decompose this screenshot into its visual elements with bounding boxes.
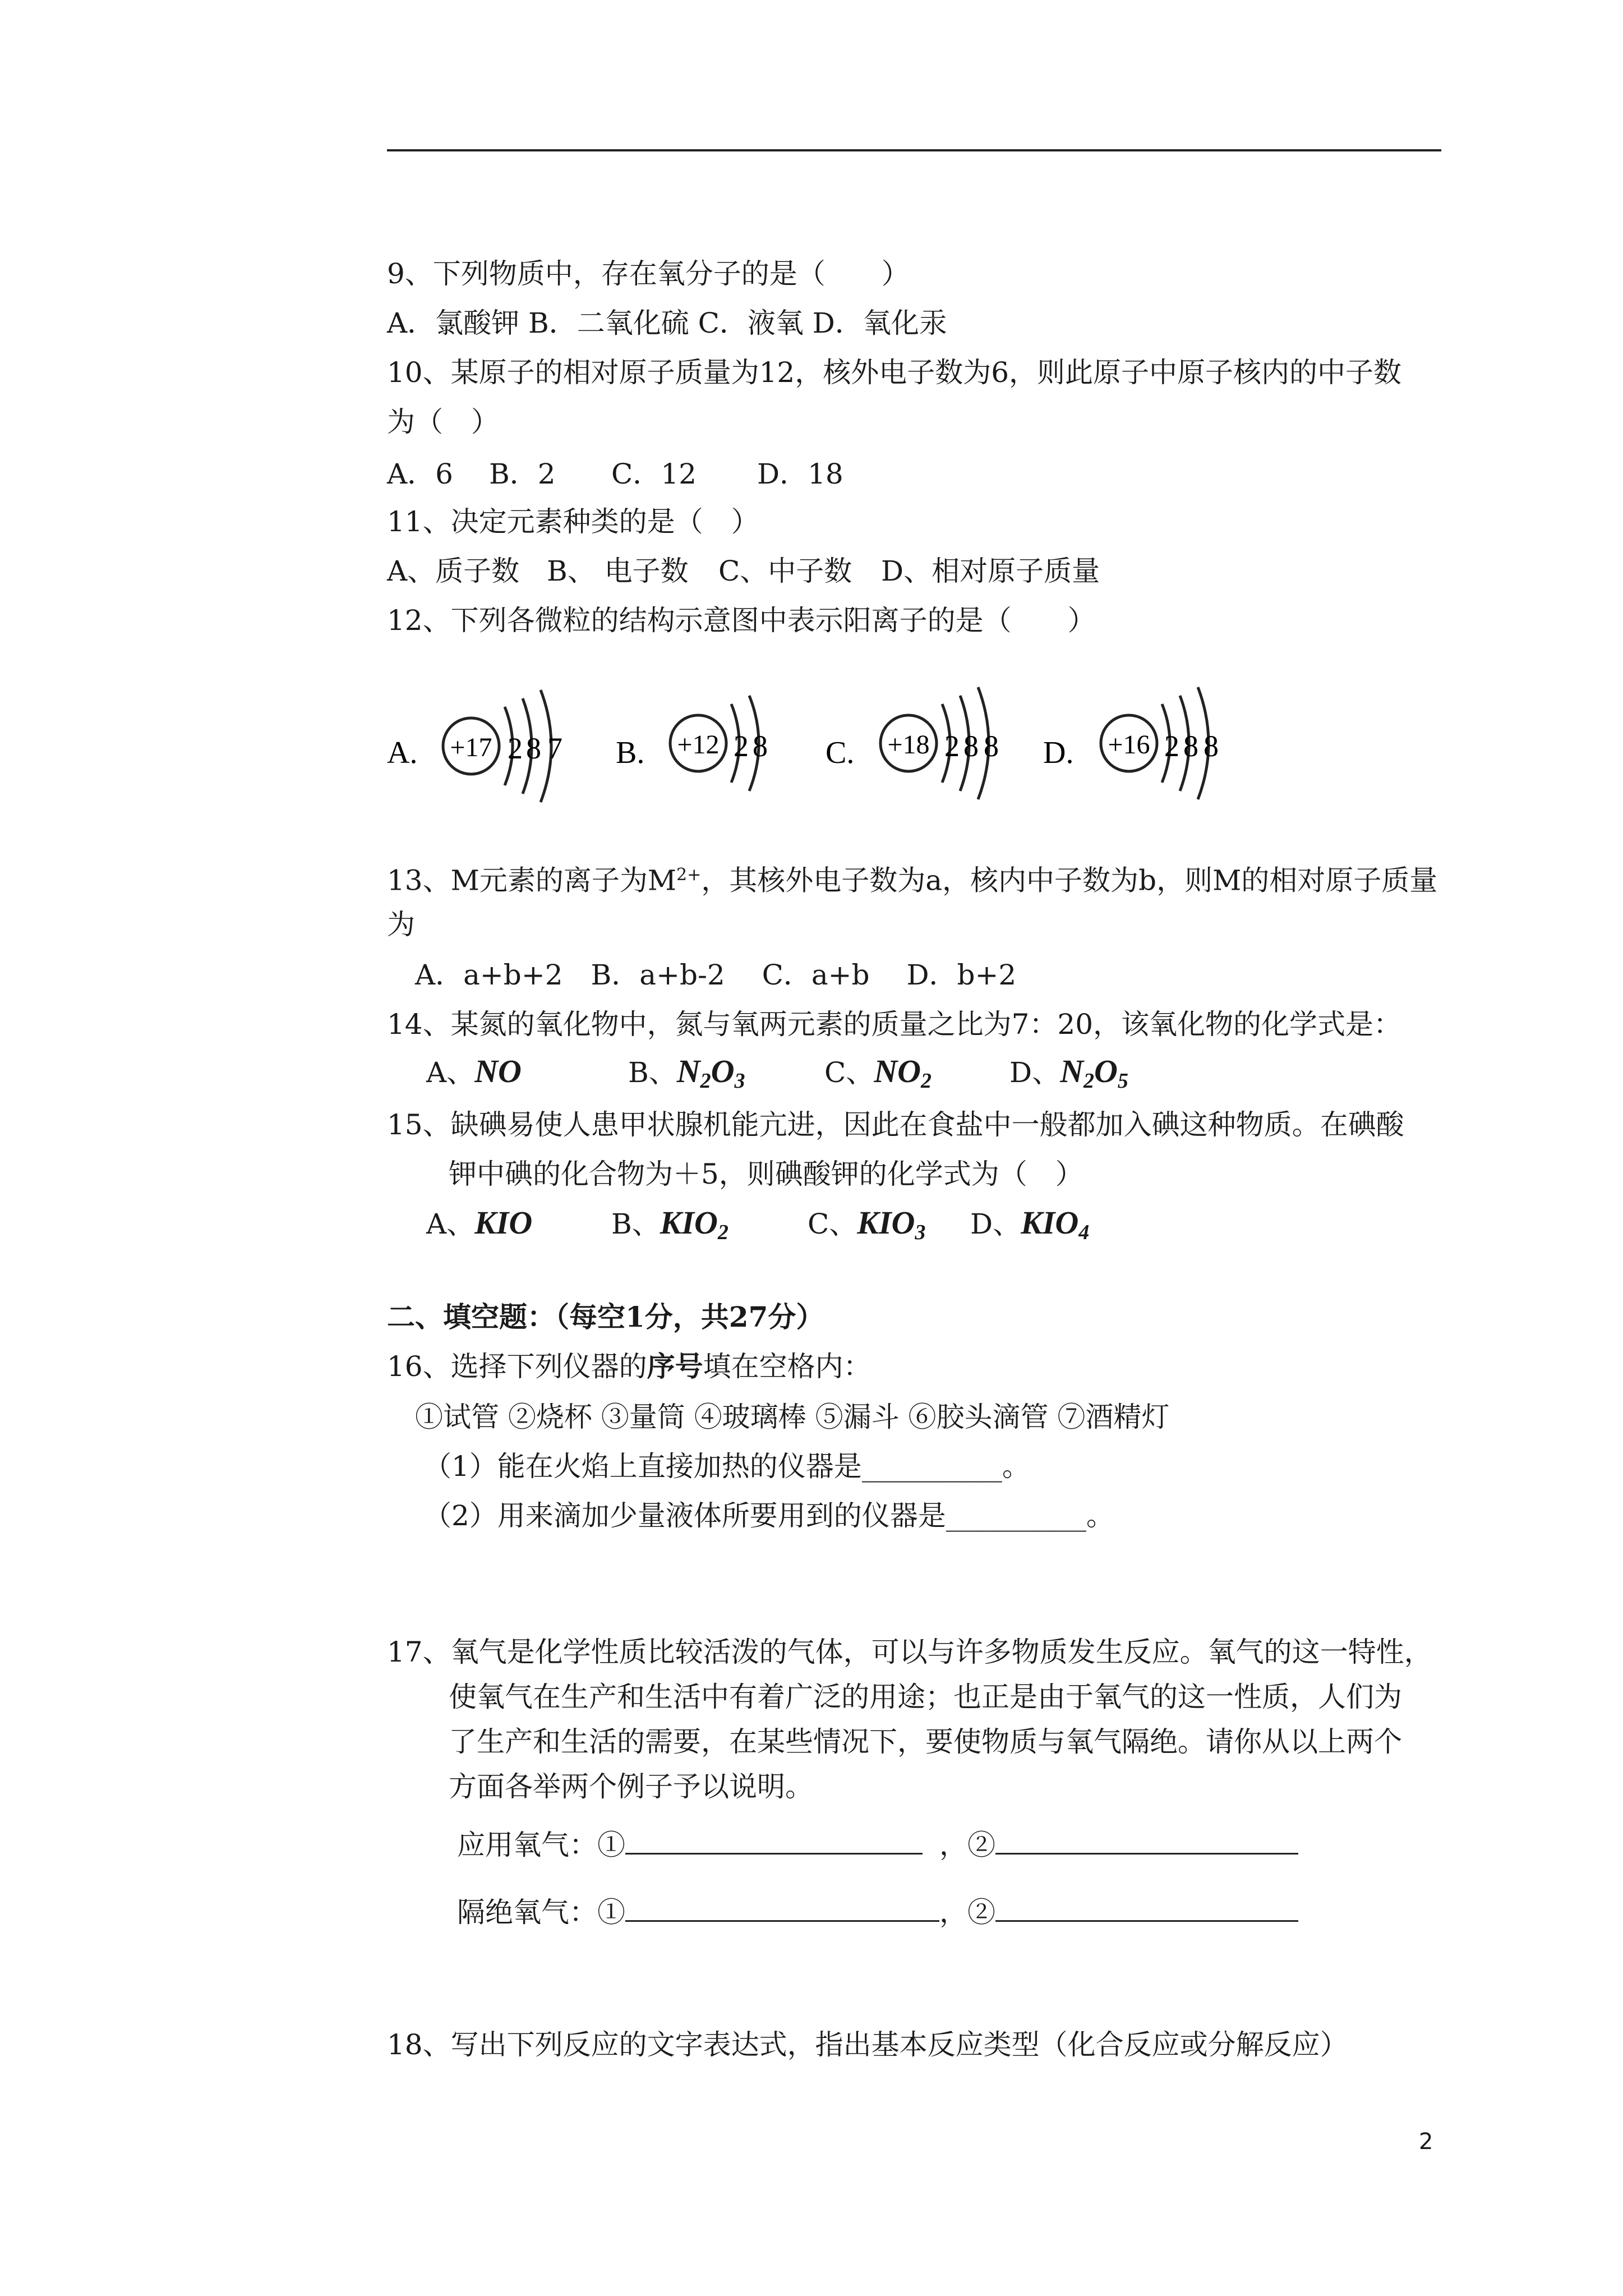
q10-option-a: A．6 (387, 458, 453, 490)
q17-isolate-mid: ，② (939, 1896, 995, 1929)
q13-options: A．a+b+2 B．a+b-2 C．a+b D．b+2 (415, 959, 1017, 991)
q12-diagram-a (387, 690, 562, 802)
q14-option-d: D、$N_2O_5$ (1009, 1053, 1128, 1093)
q12-diagram-d-shell-3: 8 (1204, 729, 1219, 763)
q12-diagram-b-shell-1: 2 (734, 729, 749, 763)
q10-option-c: C．12 (611, 458, 697, 490)
q16-sub1-end: 。 (1002, 1450, 1030, 1483)
q17-line2: 使氧气在生产和生活中有着广泛的用途；也正是由于氧气的这一性质，人们为 (449, 1681, 1402, 1713)
q14-option-b: B、$N_2O_3$ (628, 1053, 745, 1093)
q16-sub1-blank[interactable]: __________ (861, 1450, 1002, 1483)
q12-diagram-d-shell-2: 8 (1183, 729, 1198, 763)
q17-isolate-label: 隔绝氧气：① (457, 1896, 625, 1929)
q9-stem: 9、下列物质中，存在氧分子的是（ ） (387, 257, 910, 290)
q16-sub1-text: （1）能在火焰上直接加热的仪器是 (423, 1450, 862, 1483)
q11-option-b: B、 电子数 (547, 555, 689, 587)
q10-option-b: B．2 (489, 458, 556, 490)
q15-stem-line2: 钾中碘的化合物为＋5，则碘酸钾的化学式为（ ） (449, 1158, 1083, 1190)
q13-stem-post: ，其核外电子数为a，核内中子数为b，则M的相对原子质量 (701, 864, 1438, 897)
q11-option-c: C、中子数 (718, 555, 852, 587)
q14-option-c: C、$NO_2$ (824, 1053, 932, 1093)
q12-diagram-a-shell-1: 2 (508, 731, 523, 765)
q16-sub2 (423, 1499, 1114, 1533)
q15-option-a: A、KIO (426, 1204, 533, 1241)
section2-title: 二、填空题：（每空1分，共27分） (387, 1300, 824, 1333)
q13-stem (387, 858, 1437, 898)
q12-diagram-b-label: B. (616, 735, 645, 770)
q16-sub2-end: 。 (1086, 1499, 1114, 1532)
q13-stem-pre: 13、M元素的离子为M (387, 864, 677, 897)
q10-stem-line1: 10、某原子的相对原子质量为12，核外电子数为6，则此原子中原子核内的中子数 (387, 356, 1402, 389)
q12-diagram-b-nucleus: +12 (677, 730, 720, 760)
q12-diagram-a-shell-2: 8 (526, 731, 541, 765)
q9-options: A．氯酸钾 B．二氧化硫 C．液氧 D．氧化汞 (387, 307, 947, 339)
q12-structure-diagrams (381, 673, 1256, 808)
q15-stem-line1: 15、缺碘易使人患甲状腺机能亢进，因此在食盐中一般都加入碘这种物质。在碘酸 (387, 1108, 1404, 1141)
q17-apply-row (457, 1826, 1298, 1862)
q16-sub2-blank[interactable]: __________ (946, 1499, 1086, 1532)
q12-diagram-a-label: A. (387, 735, 418, 770)
q15-options (426, 1206, 1089, 1249)
q12-diagram-d (1043, 687, 1219, 799)
q11-option-d: D、相对原子质量 (881, 555, 1100, 587)
page-number: 2 (1419, 2129, 1433, 2155)
q11-option-a: A、质子数 (387, 555, 520, 587)
q12-diagram-c-shell-3: 8 (984, 729, 999, 763)
q12-diagram-c-shell-2: 8 (963, 729, 979, 763)
q17-apply-mid: ，② (939, 1829, 995, 1861)
q17-apply-blank-1[interactable] (625, 1826, 923, 1855)
q10-options (387, 457, 843, 491)
q17-isolate-row (457, 1893, 1298, 1929)
q17-isolate-blank-1[interactable] (625, 1893, 939, 1922)
q16-stem (387, 1350, 872, 1383)
q15-option-d: D、$KIO_4$ (970, 1204, 1090, 1244)
q16-stem-pre: 16、选择下列仪器的 (387, 1350, 647, 1383)
q15-option-b: B、$KIO_2$ (611, 1204, 728, 1244)
q17-line4: 方面各举两个例子予以说明。 (449, 1770, 813, 1803)
q11-stem: 11、决定元素种类的是（ ） (387, 505, 759, 538)
q10-option-d: D．18 (757, 458, 843, 490)
q16-instrument-list: ①试管 ②烧杯 ③量筒 ④玻璃棒 ⑤漏斗 ⑥胶头滴管 ⑦酒精灯 (415, 1401, 1170, 1433)
header-rule (387, 149, 1441, 151)
q12-diagram-d-shell-1: 2 (1164, 729, 1179, 763)
q16-sub1 (423, 1450, 1030, 1483)
q13-stem-line2: 为 (387, 908, 415, 941)
q16-sub2-text: （2）用来滴加少量液体所要用到的仪器是 (423, 1499, 946, 1532)
q12-diagram-c-label: C. (826, 735, 855, 770)
q12-diagram-c-nucleus: +18 (887, 730, 930, 760)
q12-diagram-a-shell-3: 7 (547, 731, 562, 765)
q10-stem-line2: 为（ ） (387, 406, 499, 438)
q12-diagram-a-nucleus: +17 (450, 733, 492, 762)
q16-stem-post: 填在空格内： (703, 1350, 872, 1383)
q14-stem: 14、某氮的氧化物中，氮与氧两元素的质量之比为7：20，该氧化物的化学式是： (387, 1008, 1402, 1041)
q12-diagram-c-shell-1: 2 (944, 729, 960, 763)
q17-line1: 17、氧气是化学性质比较活泼的气体，可以与许多物质发生反应。氧气的这一特性， (387, 1636, 1432, 1668)
q12-diagram-b (616, 696, 768, 791)
q18-stem: 18、写出下列反应的文字表达式，指出基本反应类型（化合反应或分解反应） (387, 2028, 1348, 2061)
q11-options (387, 554, 1100, 588)
q12-diagram-d-label: D. (1043, 735, 1074, 770)
q17-apply-blank-2[interactable] (995, 1826, 1298, 1855)
q14-option-a: A、NO (426, 1053, 522, 1089)
q12-diagram-b-shell-2: 8 (753, 729, 768, 763)
q16-stem-bold: 序号 (647, 1350, 703, 1383)
q14-options (426, 1055, 1128, 1098)
q12-diagram-d-nucleus: +16 (1108, 730, 1150, 760)
q13-charge: 2+ (676, 865, 702, 885)
q12-stem: 12、下列各微粒的结构示意图中表示阳离子的是（ ） (387, 604, 1096, 637)
q15-option-c: C、$KIO_3$ (808, 1204, 926, 1244)
q17-apply-label: 应用氧气：① (457, 1829, 625, 1861)
q12-diagram-c (826, 687, 999, 799)
q17-line3: 了生产和生活的需要，在某些情况下，要使物质与氧气隔绝。请你从以上两个 (449, 1726, 1402, 1758)
q17-isolate-blank-2[interactable] (995, 1893, 1298, 1922)
